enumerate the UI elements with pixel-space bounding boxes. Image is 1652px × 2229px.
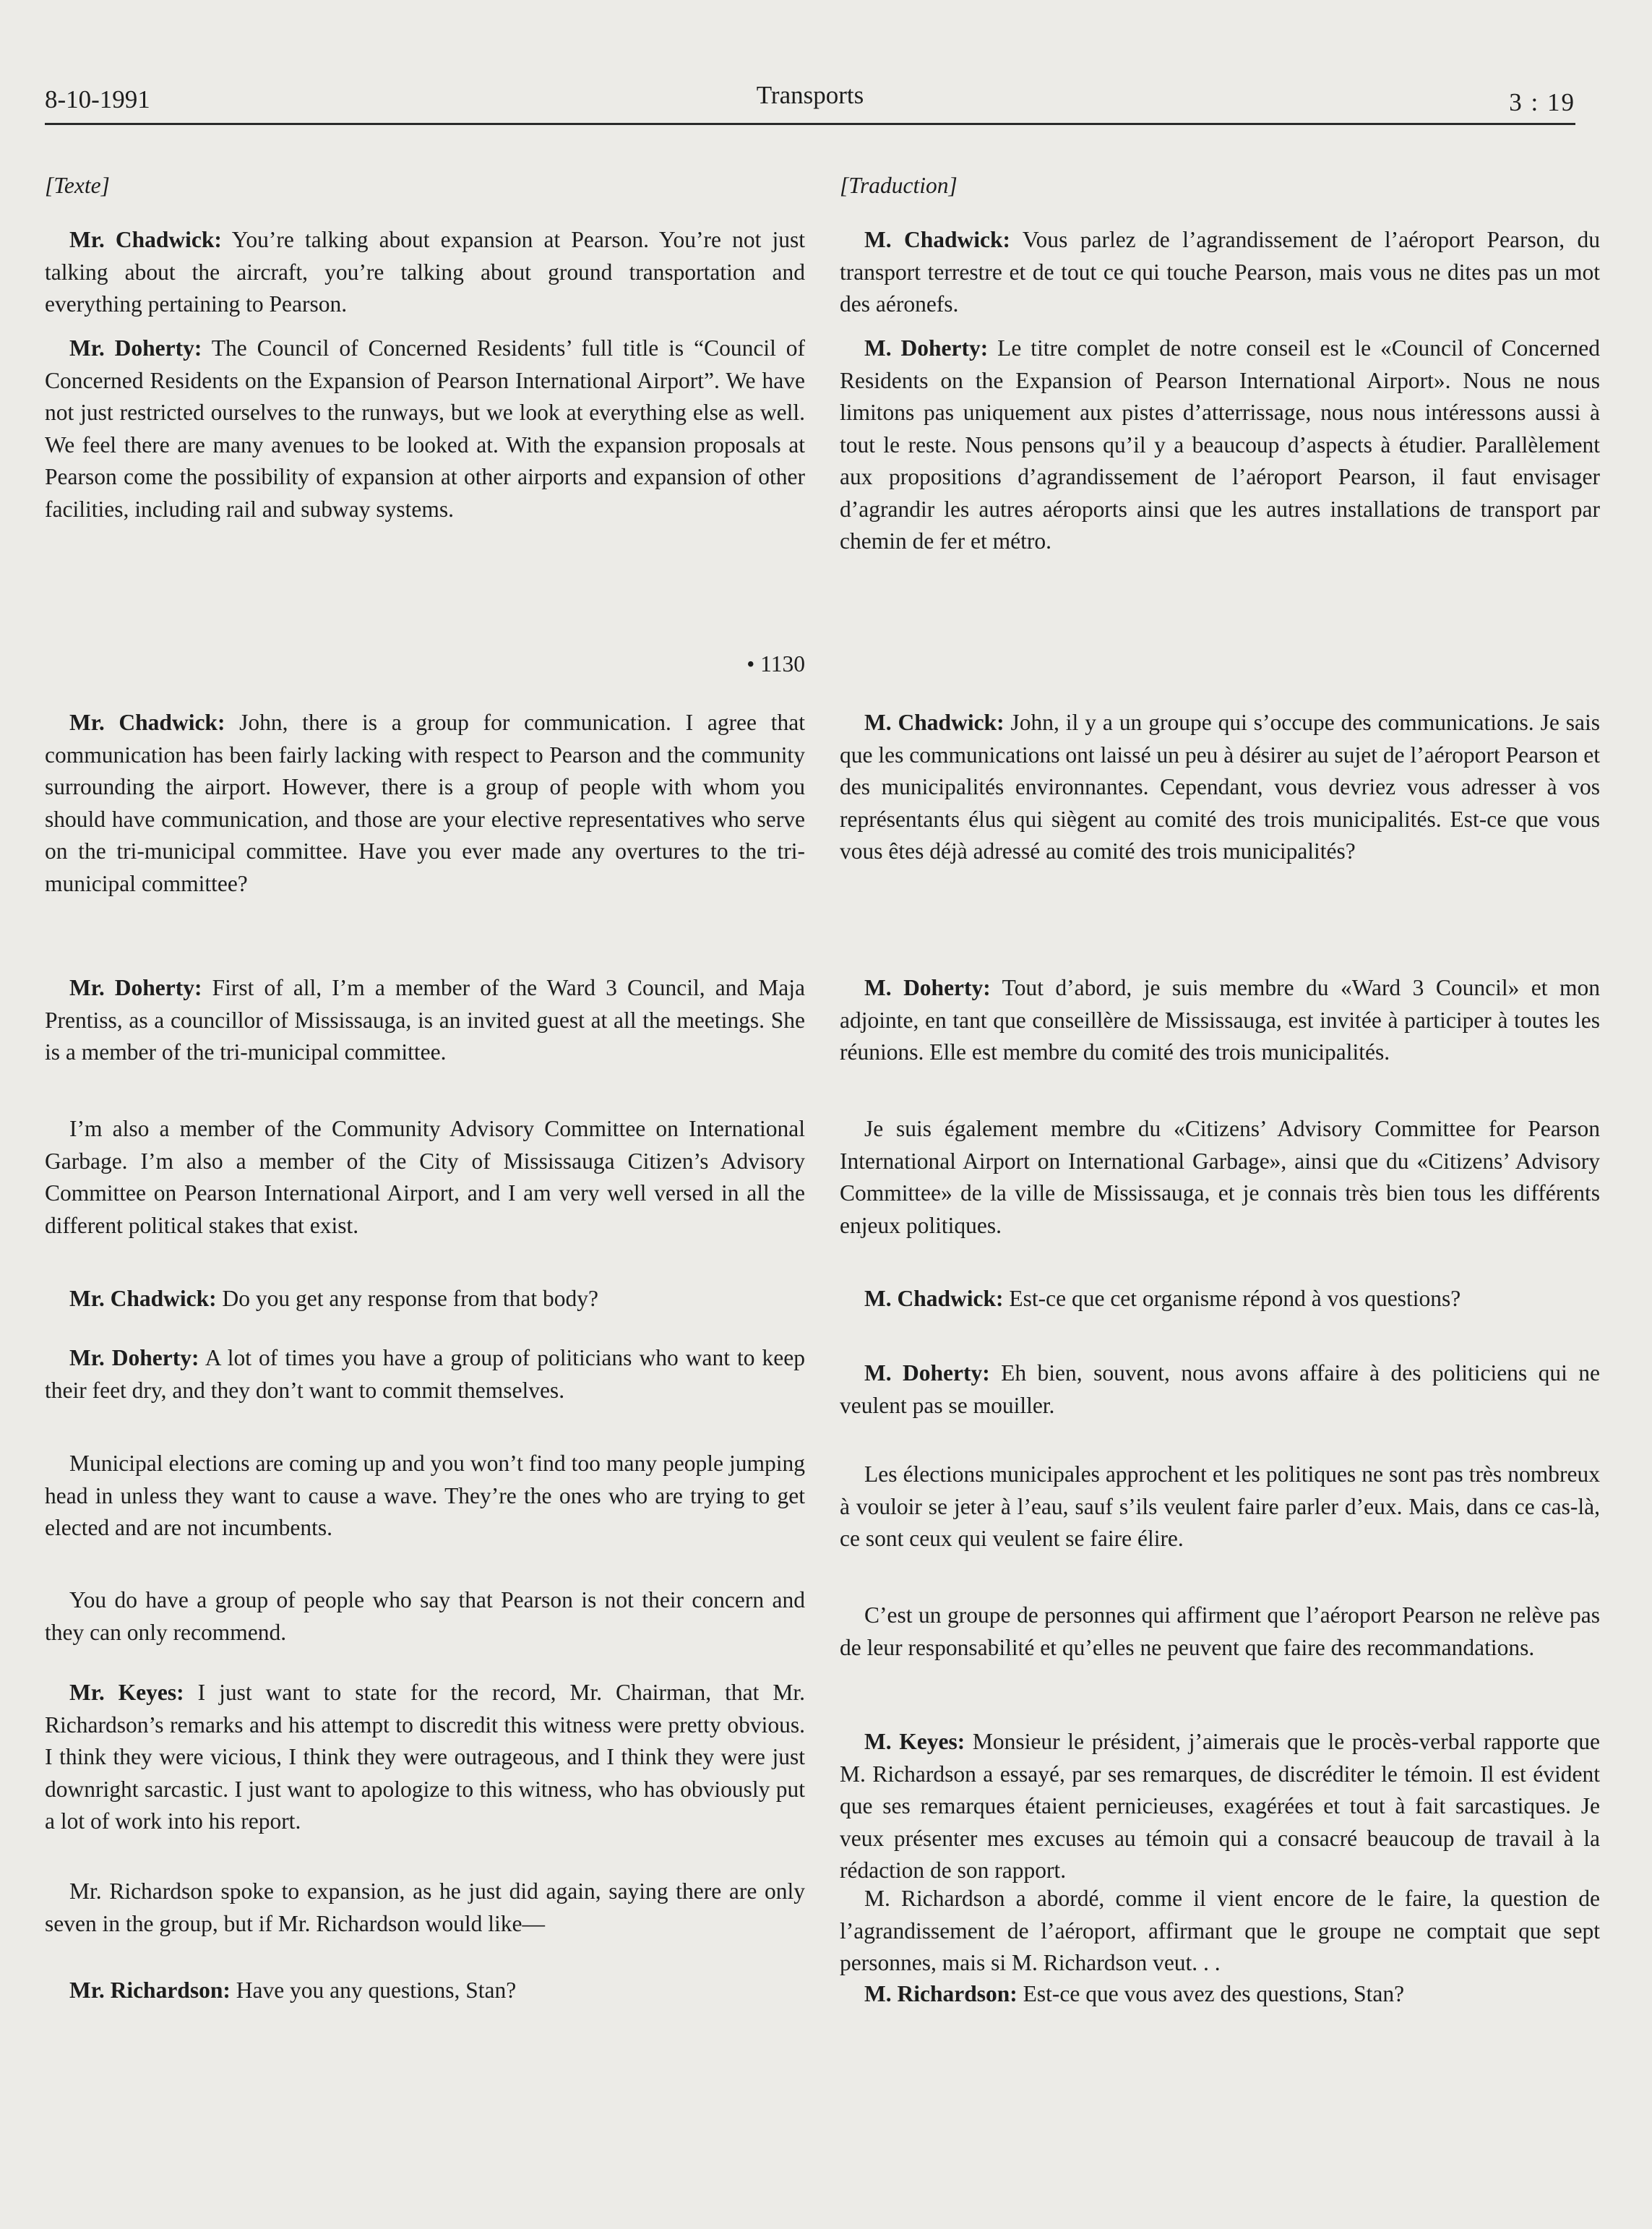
paragraph-text: M. Richardson a abordé, comme il vient encore de le faire, la question de l’agrandissement de l’aéroport, affirmant que le groupe ne comptait que sept personnes, mais si M. Richardson veut. . . [840,1886,1600,1975]
paragraph [45,1584,805,1649]
paragraph-text: Est-ce que vous avez des questions, Stan? [1017,1981,1405,2006]
paragraph-text: A lot of times you have a group of politicians who want to keep their feet dry, and they don’t want to commit themselves. [45,1345,805,1403]
paragraph [840,1113,1600,1242]
page-header [45,78,1575,125]
paragraph-text: Mr. Richardson spoke to expansion, as he just did again, saying there are only seven in the group, but if Mr. Richardson would like— [45,1878,805,1936]
paragraph [45,1677,805,1838]
paragraph-text: You do have a group of people who say that Pearson is not their concern and they can only recommend. [45,1587,805,1645]
paragraph [45,1975,805,2007]
paragraph-text: Est-ce que cet organisme répond à vos questions? [1003,1286,1461,1311]
speaker-name: M. Chadwick: [864,710,1004,735]
paragraph [45,1113,805,1242]
paragraph [840,1283,1600,1315]
paragraph [840,1978,1600,2011]
speaker-name: M. Richardson: [864,1981,1018,2006]
paragraph [45,224,805,321]
paragraph [840,1459,1600,1555]
paragraph [840,707,1600,868]
time-marker: • 1130 [747,651,805,677]
paragraph-text: Vous parlez de l’agrandissement de l’aéroport Pearson, du transport terrestre et de tout ce qui touche Pearson, mais vous ne dites pas un mot des aéronefs. [840,227,1600,317]
speaker-name: Mr. Chadwick: [69,227,222,252]
paragraph [45,707,805,900]
paragraph-text: Municipal elections are coming up and you won’t find too many people jumping head in unless they want to cause a wave. They’re the ones who are trying to get elected and are not incumbents. [45,1451,805,1540]
paragraph [840,224,1600,321]
speaker-name: M. Doherty: [864,975,991,1000]
speaker-name: Mr. Chadwick: [69,1286,217,1311]
speaker-name: M. Keyes: [864,1729,965,1754]
paragraph [45,332,805,525]
speaker-name: M. Chadwick: [864,1286,1004,1311]
paragraph-text: Tout d’abord, je suis membre du «Ward 3 Council» et mon adjointe, en tant que conseillère de Mississauga, est invitée à participer à toutes les réunions. Elle est membre du comité des trois municipalités. [840,975,1600,1065]
paragraph-text: Je suis également membre du «Citizens’ Advisory Committee for Pearson International Airport on International Garbage», ainsi que du «Citizens’ Advisory Committee» de la ville de Mississauga, et je connais très bien tous les différents enjeux politiques. [840,1116,1600,1238]
paragraph-text: Do you get any response from that body? [216,1286,598,1311]
header-page-number: 3 : 19 [1509,88,1575,116]
paragraph-text: The Council of Concerned Residents’ full title is “Council of Concerned Residents on the Expansion of Pearson International Airport”. We have not just restricted ourselves to the runways, but we look at everything else as well. We feel there are many avenues to be looked at. With the expansion proposals at Pearson come the possibility of expansion at other airports and expansion of other facilities, including rail and subway systems. [45,335,806,522]
paragraph [45,1283,805,1315]
speaker-name: Mr. Keyes: [69,1680,184,1705]
paragraph-text: John, il y a un groupe qui s’occupe des communications. Je sais que les communications ont laissé un peu à désirer au sujet de l’aéroport Pearson et des municipalités environnantes. Cependant, vous devriez vous adresser à vos représentants élus qui siègent au comité des trois municipalités. Est-ce que vous vous êtes déjà adressé au comité des trois municipalités? [840,710,1600,864]
paragraph-text: Monsieur le président, j’aimerais que le procès-verbal rapporte que M. Richardson a essayé, par ses remarques, de discréditer le témoin. Il est évident que ses remarques étaient pernicieuses, exagérées et tout à fait sarcastiques. Je veux présenter mes excuses au témoin qui a consacré beaucoup de travail à la rédaction de son rapport. [840,1729,1600,1883]
speaker-name: Mr. Doherty: [69,975,202,1000]
paragraph-text: Le titre complet de notre conseil est le «Council of Concerned Residents on the Expansion of Pearson International Airport». Nous ne nous limitons pas uniquement aux pistes d’atterrissage, nous nous intéressons aussi à tout le reste. Nous pensons qu’il y a beaucoup d’aspects à étudier. Parallèlement aux propositions d’agrandissement de l’aéroport Pearson, il faut envisager d’agrandir les autres aéroports ainsi que les autres installations de transport par chemin de fer et métro. [840,335,1600,554]
paragraph-text: You’re talking about expansion at Pearson. You’re not just talking about the aircraft, you’re talking about ground transportation and everything pertaining to Pearson. [45,227,805,317]
speaker-name: M. Doherty: [864,335,989,361]
paragraph-text: First of all, I’m a member of the Ward 3 Council, and Maja Prentiss, as a councillor of Mississauga, is an invited guest at all the meetings. She is a member of the tri-municipal committee. [45,975,806,1065]
paragraph [45,1876,805,1940]
paragraph [45,1342,805,1406]
speaker-name: Mr. Chadwick: [69,710,225,735]
paragraph-text: C’est un groupe de personnes qui affirment que l’aéroport Pearson ne relève pas de leur responsabilité et qu’elles ne peuvent que faire des recommandations. [840,1602,1600,1660]
speaker-name: M. Chadwick: [864,227,1011,252]
header-date: 8-10-1991 [45,85,150,113]
paragraph [840,972,1600,1069]
speaker-name: Mr. Richardson: [69,1977,231,2003]
paragraph [840,332,1600,558]
speaker-name: Mr. Doherty: [69,335,202,361]
header-title: Transports [756,81,864,109]
speaker-name: M. Doherty: [864,1360,990,1386]
paragraph-text: I just want to state for the record, Mr. Chairman, that Mr. Richardson’s remarks and his attempt to discredit this witness were pretty obvious. I think they were vicious, I think they were outrageous, and I think they were just downright sarcastic. I just want to apologize to this witness, who has obviously put a lot of work into his report. [45,1680,805,1834]
paragraph-text: I’m also a member of the Community Advisory Committee on International Garbage. I’m also a member of the City of Mississauga Citizen’s Advisory Committee on Pearson International Airport, and I am very well versed in all the different political stakes that exist. [45,1116,805,1238]
speaker-name: Mr. Doherty: [69,1345,199,1370]
section-label-texte: [Texte] [45,173,110,198]
paragraph-text: Les élections municipales approchent et les politiques ne sont pas très nombreux à vouloir se jeter à l’eau, sauf s’ils veulent faire parler d’eux. Mais, dans ce cas-là, ce sont ceux qui veulent se faire élire. [840,1461,1600,1551]
paragraph [840,1726,1600,1887]
paragraph [45,972,805,1069]
paragraph-text: Eh bien, souvent, nous avons affaire à des politiciens qui ne veulent pas se mouiller. [840,1360,1600,1418]
paragraph [840,1357,1600,1422]
paragraph [45,1448,805,1545]
paragraph [840,1599,1600,1664]
paragraph-text: Have you any questions, Stan? [230,1977,517,2003]
paragraph-text: John, there is a group for communication. I agree that communication has been fairly lacking with respect to Pearson and the community surrounding the airport. However, there is a group of people with whom you should have communication, and those are your elective representatives who serve on the tri-municipal committee. Have you ever made any overtures to the tri-municipal committee? [45,710,805,896]
paragraph [840,1883,1600,1980]
section-label-traduction: [Traduction] [840,173,958,198]
